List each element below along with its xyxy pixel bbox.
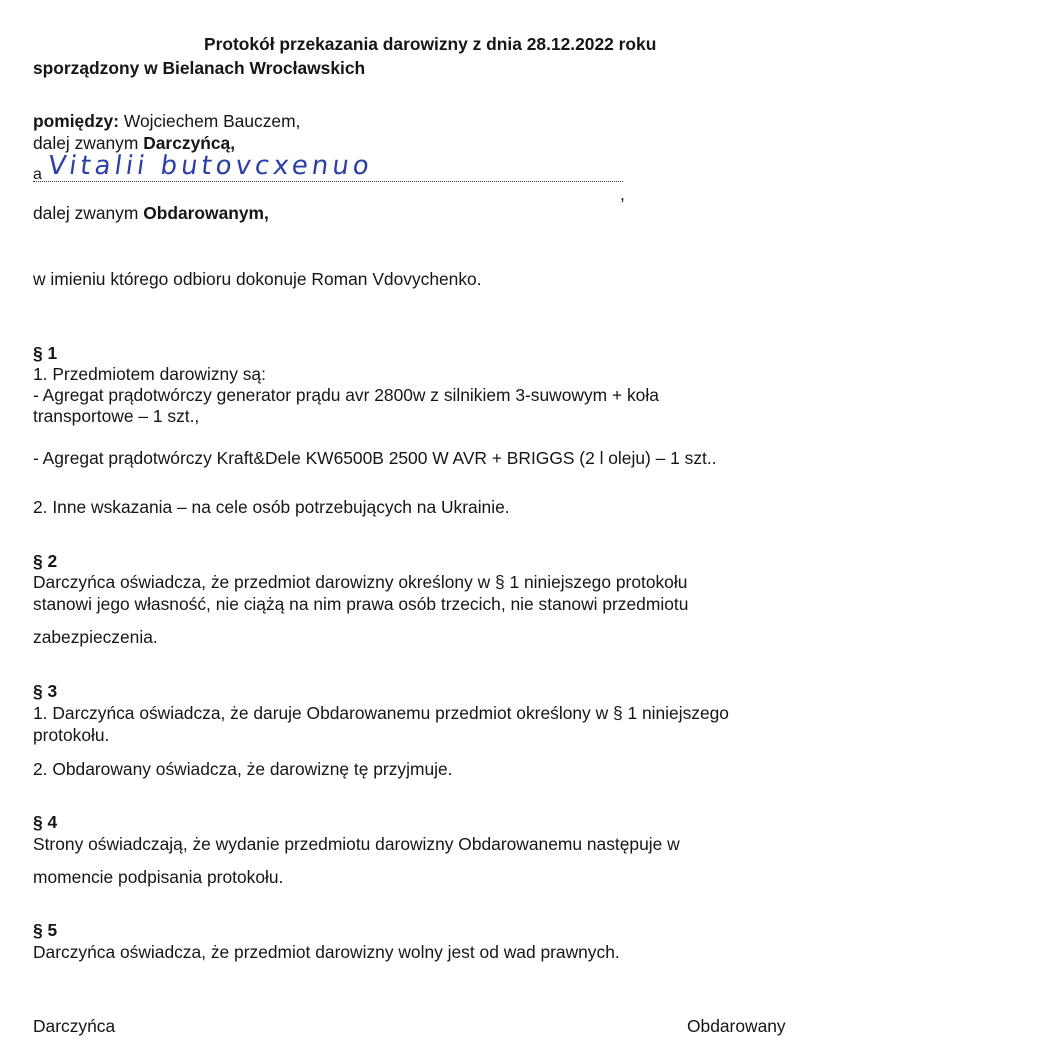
document-place: sporządzony w Bielanach Wrocławskich — [33, 58, 366, 78]
donor-name: Wojciechem Bauczem, — [123, 111, 301, 131]
section-3-heading: § 3 — [33, 681, 58, 701]
between-label: pomiędzy: — [33, 111, 119, 131]
recipient-signature-label: Obdarowany — [687, 1016, 786, 1036]
donor-signature-label: Darczyńca — [33, 1016, 116, 1036]
section-4-heading: § 4 — [33, 812, 58, 832]
section-2-heading: § 2 — [33, 551, 58, 571]
section-1-line: - Agregat prądotwórczy generator prądu avr 2800w z silnikiem 3-suwowym + koła — [33, 385, 659, 405]
section-4-line: Strony oświadczają, że wydanie przedmiotu darowizny Obdarowanemu następuje w — [33, 834, 680, 854]
section-1-line: transportowe – 1 szt., — [33, 406, 200, 426]
section-5-line: Darczyńca oświadcza, że przedmiot darowizny wolny jest od wad prawnych. — [33, 942, 620, 962]
document-title: Protokół przekazania darowizny z dnia 28.12.2022 roku — [204, 34, 657, 54]
section-2-line: Darczyńca oświadcza, że przedmiot darowizny określony w § 1 niniejszego protokołu — [33, 572, 688, 592]
recipient-alias-prefix: dalej zwanym — [33, 203, 139, 223]
section-1-line: - Agregat prądotwórczy Kraft&Dele KW6500B 2500 W AVR + BRIGGS (2 l oleju) – 1 szt.. — [33, 448, 717, 468]
trailing-comma: , — [620, 184, 625, 204]
recipient-alias-line — [33, 203, 269, 224]
donor-alias: Darczyńcą, — [143, 133, 236, 153]
between-line — [33, 111, 300, 132]
donor-alias-prefix: dalej zwanym — [33, 133, 139, 153]
recipient-alias: Obdarowanym, — [143, 203, 269, 223]
and-label: a — [33, 166, 42, 183]
section-1-line: 2. Inne wskazania – na cele osób potrzebujących na Ukrainie. — [33, 497, 510, 517]
section-3-line: 2. Obdarowany oświadcza, że darowiznę tę przyjmuje. — [33, 759, 453, 779]
collector-line: w imieniu którego odbioru dokonuje Roman Vdovychenko. — [33, 269, 482, 289]
section-2-line: zabezpieczenia. — [33, 627, 158, 647]
section-1-heading: § 1 — [33, 343, 58, 363]
section-1-line: 1. Przedmiotem darowizny są: — [33, 364, 266, 384]
section-5-heading: § 5 — [33, 920, 58, 940]
dotted-fill-line — [33, 181, 623, 182]
section-3-line: protokołu. — [33, 725, 110, 745]
section-3-line: 1. Darczyńca oświadcza, że daruje Obdarowanemu przedmiot określony w § 1 niniejszego — [33, 703, 729, 723]
section-2-line: stanowi jego własność, nie ciążą na nim prawa osób trzecich, nie stanowi przedmiotu — [33, 594, 689, 614]
section-4-line: momencie podpisania protokołu. — [33, 867, 284, 887]
recipient-handwritten-name: Vitalii butovcxenuo — [45, 151, 375, 181]
